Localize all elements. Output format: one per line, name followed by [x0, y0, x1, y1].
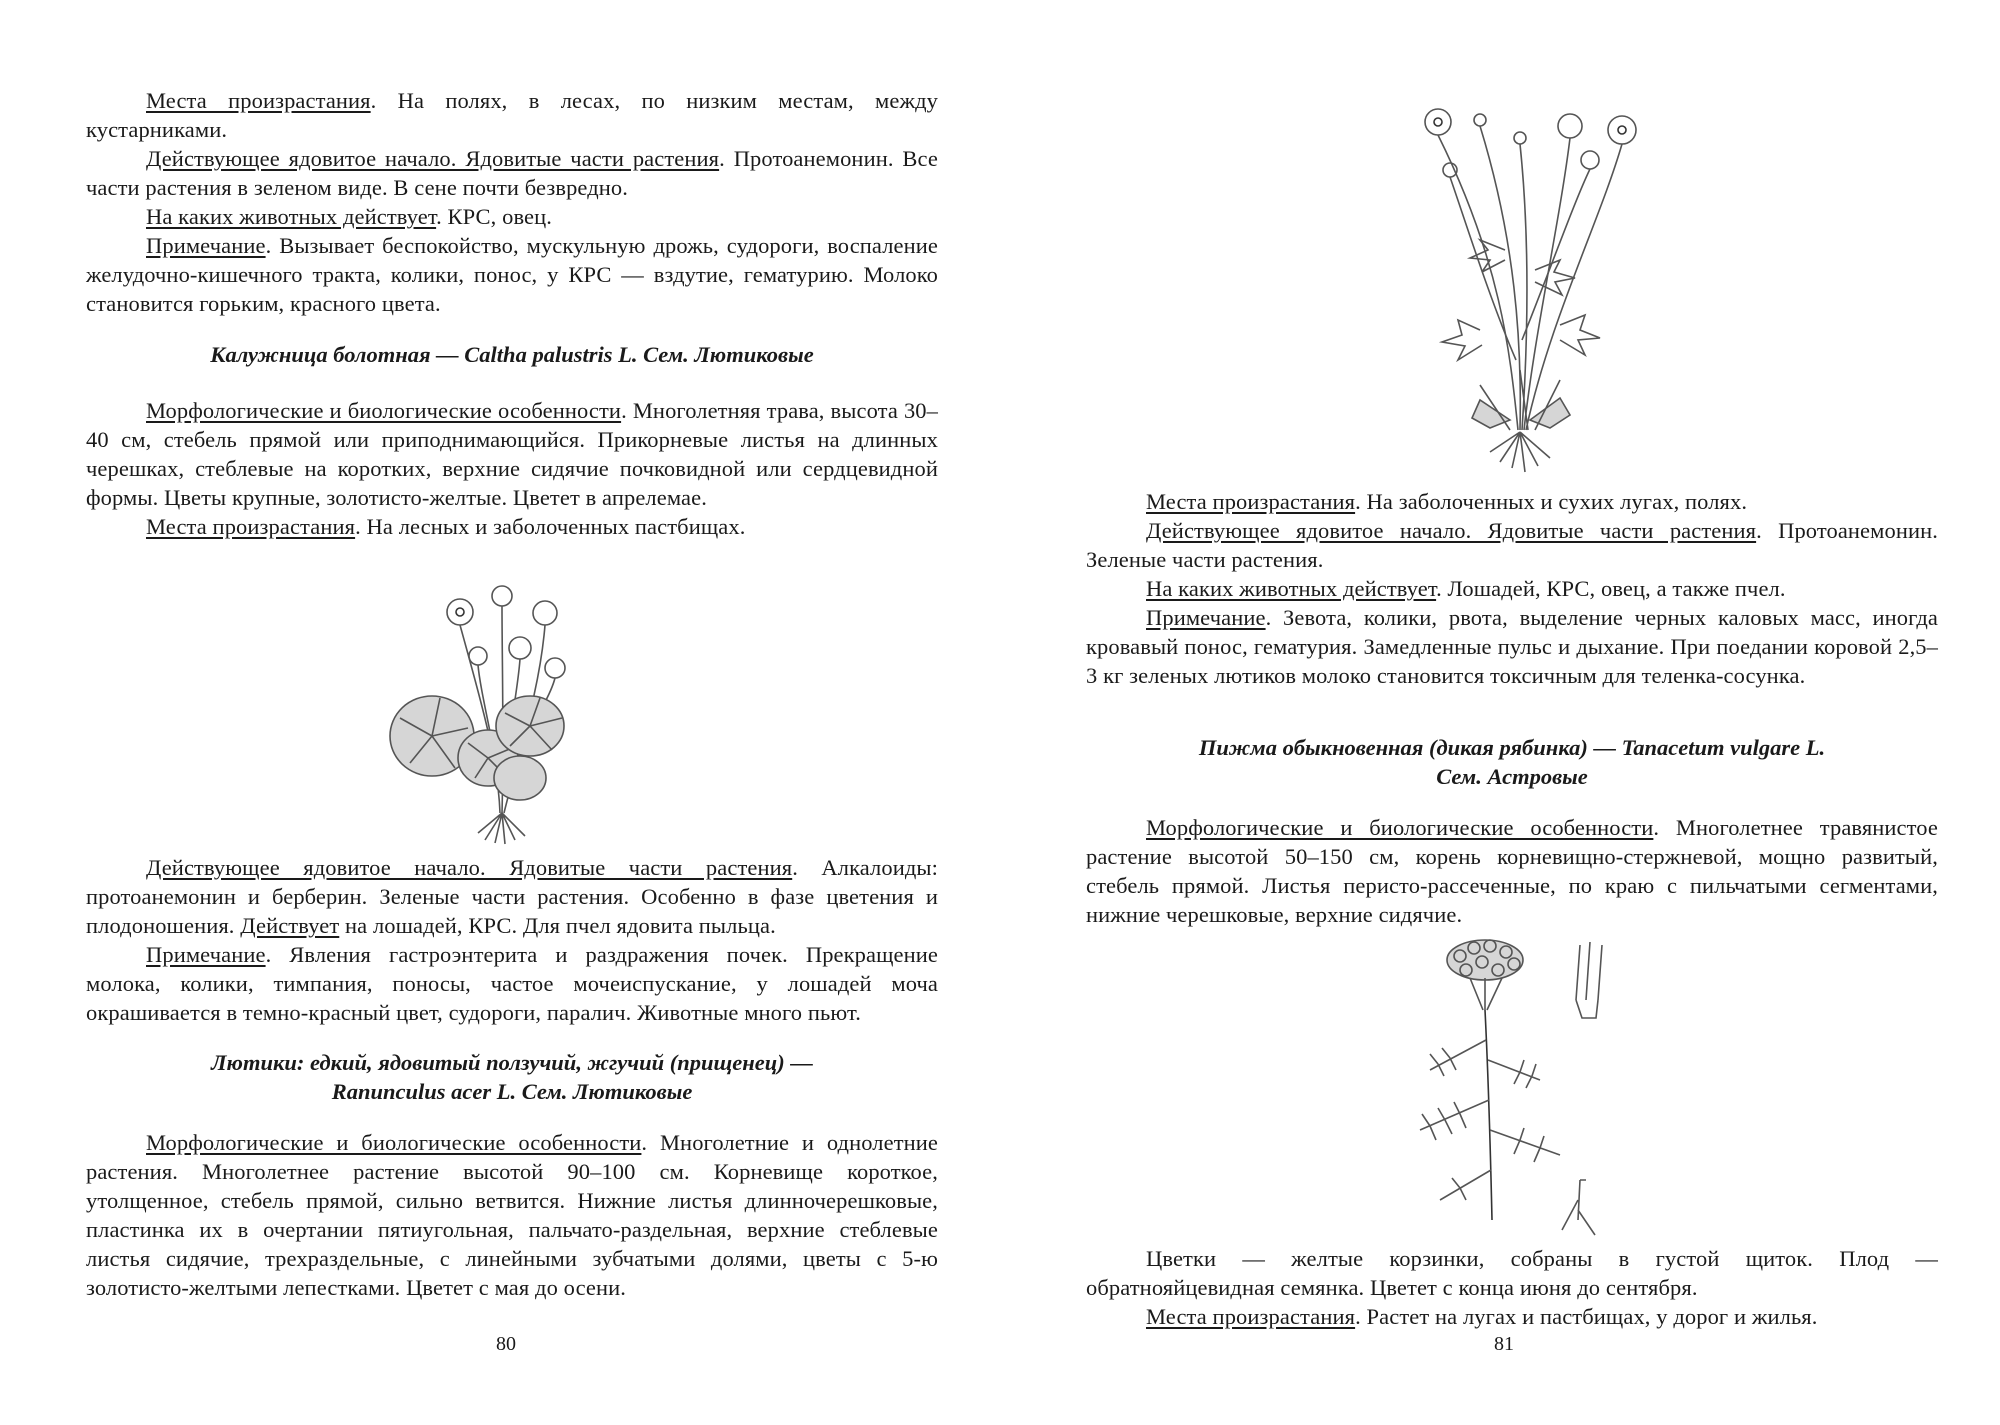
flower-icon — [509, 637, 531, 659]
flower-icon — [492, 586, 512, 606]
leaf-icon — [1490, 1128, 1560, 1162]
paragraph-poison: Действующее ядовитое начало. Ядовитые части растения. Протоанемонин. Зеленые части растения. — [1086, 518, 1938, 572]
paragraph-animals: На каких животных действует. Лошадей, КРС, овец, а также пчел. — [1146, 576, 1786, 601]
paragraph-habitat: Места произрастания. На заболоченных и сухих лугах, полях. — [1146, 489, 1748, 514]
page-number: 80 — [496, 1333, 516, 1355]
leaf-icon — [1430, 1040, 1486, 1076]
paragraph-animals: На каких животных действует. КРС, овец. — [146, 204, 552, 229]
paragraph-habitat: Места произрастания. На полях, в лесах, по низким местам, между кустарниками. — [86, 88, 938, 142]
caltha-heading: Калужница болотная — Caltha palustris L. Сем. Лютиковые — [210, 342, 814, 367]
page-number: 81 — [1494, 1333, 1514, 1355]
paragraph-poison: Действующее ядовитое начало. Ядовитые части растения. Алкалоиды: протоанемонин и берберин. Зеленые части растения. Особенно в фазе цветения и плодоношения. Действует на лошадей, КРС. Для пчел ядовита пыльца. — [86, 855, 938, 938]
leaf-icon — [1442, 320, 1482, 360]
paragraph-habitat: Места произрастания. Растет на лугах и пастбищах, у дорог и жилья. — [1146, 1304, 1818, 1329]
flower-icon — [545, 658, 565, 678]
seed-detail-icon — [1576, 942, 1602, 1000]
paragraph-morphology: Морфологические и биологические особенности. Многолетнее травянистое растение высотой 50–150 см, корень корневищно-стержневой, мощно развитый, стебель прямой. Листья перисто-рассеченные, по краю с пильчатыми сегментами, нижние черешковые, верхние сидячие. — [1086, 815, 1938, 927]
tanacetum-text-cont — [1086, 1244, 1938, 1331]
leaf-icon — [494, 756, 546, 800]
paragraph-note: Примечание. Явления гастроэнтерита и раздражения почек. Прекращение молока, колики, тимпания, поносы, частое мочеиспускание, у лошадей моча окрашивается в темно-красный цвет, судороги, паралич. Животные много пьют. — [86, 942, 938, 1025]
paragraph-morphology: Морфологические и биологические особенности. Многолетние и однолетние растения. Многолетнее растение высотой 90–100 см. Корневище короткое, утолщенное, стебель прямой, сильно ветвится. Нижние листья длинночерешковые, пластинка их в очертании пятиугольная, пальчато-раздельная, верхние стеблевые листья сидячие, трехраздельные, с линейными зубчатыми долями, цветы с 5-ю золотисто-желтыми лепестками. Цветет с мая до осени. — [86, 1130, 938, 1300]
bud-icon — [1514, 132, 1526, 144]
flower-icon — [1558, 114, 1582, 138]
leaf-icon — [1560, 315, 1600, 355]
flower-icon — [1581, 151, 1599, 169]
flower-icon — [533, 601, 557, 625]
ranunculus-cont-text — [1086, 487, 1938, 690]
right-page — [1000, 0, 2000, 1425]
ranunculus-heading: Лютики: едкий, ядовитый ползучий, жгучий (прищенец) — Ranunculus acer L. Сем. Лютиковые — [211, 1050, 813, 1104]
paragraph-flowers: Цветки — желтые корзинки, собраны в густой щиток. Плод — обратнояйцевидная семянка. Цветет с конца июня до сентября. — [1086, 1246, 1938, 1300]
paragraph-morphology: Морфологические и биологические особенности. Многолетняя трава, высота 30–40 см, стебель прямой или приподнимающийся. Прикорневые листья на длинных черешках, стеблевые на коротких, верхние сидячие почковидной или сердцевидной формы. Цветы крупные, золотисто-желтые. Цветет в апрелемае. — [86, 398, 938, 510]
ranunculus-text — [86, 1128, 938, 1302]
tanacetum-text — [1086, 813, 1938, 929]
flower-icon — [1425, 109, 1451, 135]
flower-cluster-icon — [1447, 940, 1523, 980]
flower-icon — [469, 647, 487, 665]
leaf-icon — [1488, 1060, 1540, 1088]
paragraph-poison: Действующее ядовитое начало. Ядовитые части растения. Протоанемонин. Все части растения в зеленом виде. В сене почти безвредно. — [86, 146, 938, 200]
leaf-icon — [1530, 398, 1570, 428]
flower-icon — [447, 599, 473, 625]
tanacetum-heading: Пижма обыкновенная (дикая рябинка) — Tanacetum vulgare L. Сем. Астровые — [1198, 735, 1826, 789]
root-detail-icon — [1562, 1180, 1595, 1235]
caltha-text — [86, 396, 938, 541]
leaf-icon — [1440, 1170, 1491, 1200]
paragraph-note: Примечание. Зевота, колики, рвота, выделение черных каловых масс, иногда кровавый понос, гематурия. Замедленные пульс и дыхание. При поедании коровой 2,5–3 кг зеленых лютиков молоко становится токсичным для теленка-сосунка. — [1086, 605, 1938, 688]
leaf-icon — [1470, 240, 1505, 272]
bud-icon — [1474, 114, 1486, 126]
left-block1 — [86, 86, 938, 318]
paragraph-note: Примечание. Вызывает беспокойство, мускульную дрожь, судороги, воспаление желудочно-кишечного тракта, колики, понос, у КРС — вздутие, гематурию. Молоко становится горьким, красного цвета. — [86, 233, 938, 316]
caltha-text-cont — [86, 853, 938, 1027]
leaf-icon — [1420, 1100, 1489, 1140]
caltha-illustration — [380, 578, 630, 846]
ranunculus-illustration — [1410, 100, 1660, 478]
paragraph-habitat: Места произрастания. На лесных и заболоченных пастбищах. — [146, 514, 746, 539]
tanacetum-illustration — [1390, 930, 1660, 1240]
flower-icon — [1608, 116, 1636, 144]
leaf-icon — [1472, 400, 1510, 428]
